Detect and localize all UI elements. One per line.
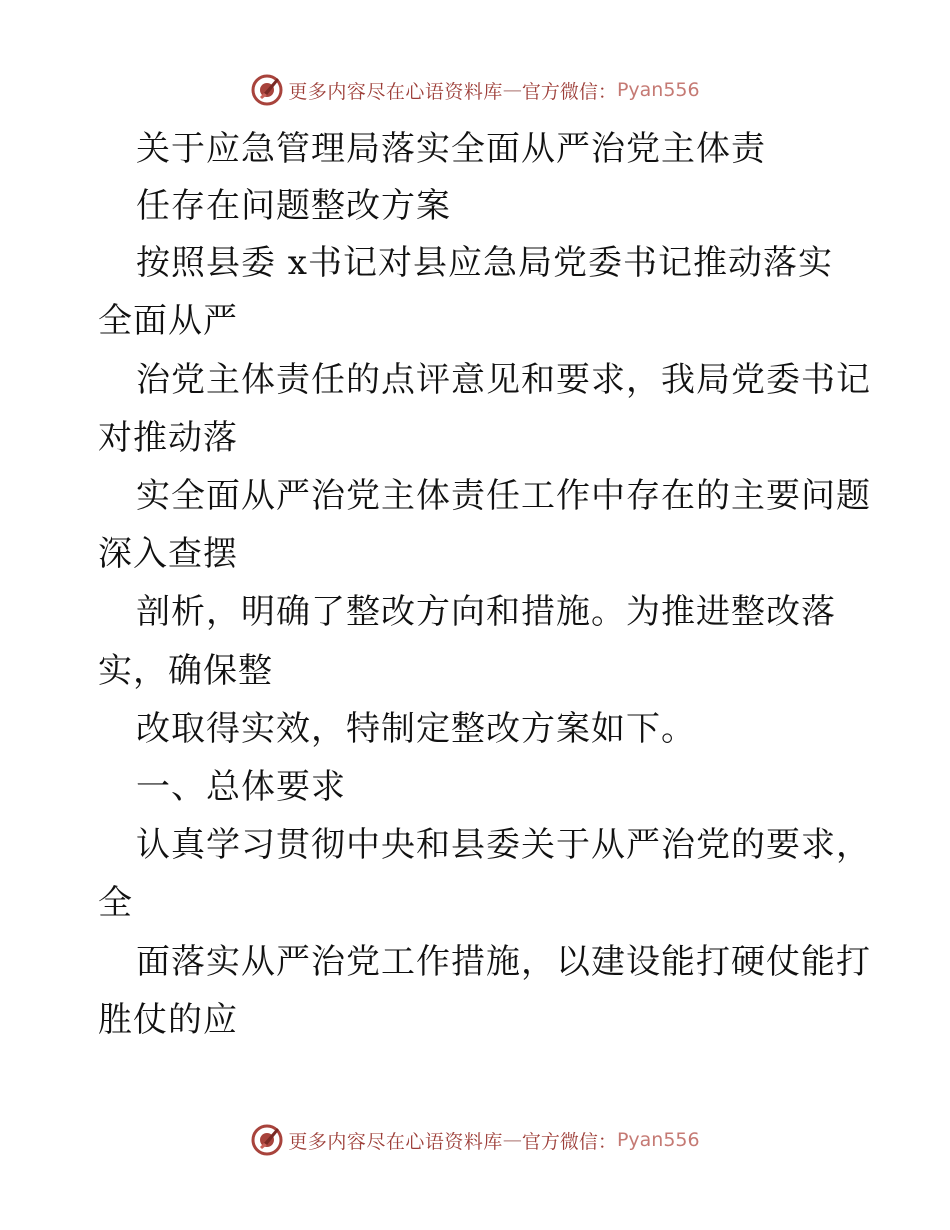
title-line-2: 任存在问题整改方案 bbox=[136, 186, 451, 226]
paragraph-line: 剖析，明确了整改方向和措施。为推进整改落 bbox=[136, 592, 836, 632]
paragraph-line: 全 bbox=[98, 883, 133, 923]
watermark-text: 更多内容尽在心语资料库 bbox=[288, 80, 503, 103]
watermark-separator: — bbox=[502, 79, 522, 101]
paragraph-line: 按照县委 x书记对县应急局党委书记推动落实 bbox=[136, 243, 833, 283]
watermark-logo-icon bbox=[250, 1123, 284, 1157]
paragraph-line: 全面从严 bbox=[98, 301, 238, 341]
paragraph-line: 对推动落 bbox=[98, 418, 238, 458]
watermark-wechat-label: 官方微信： bbox=[521, 1130, 617, 1153]
watermark-wechat-label: 官方微信： bbox=[521, 80, 617, 103]
watermark-banner-bottom bbox=[0, 1120, 950, 1160]
paragraph-line: 治党主体责任的点评意见和要求，我局党委书记 bbox=[136, 360, 871, 400]
watermark-banner-top bbox=[0, 70, 950, 110]
paragraph-line: 深入查摆 bbox=[98, 534, 238, 574]
paragraph-line: 改取得实效，特制定整改方案如下。 bbox=[136, 709, 696, 749]
watermark-wechat-id: Pyan556 bbox=[616, 79, 700, 101]
paragraph-line: 实，确保整 bbox=[98, 651, 273, 691]
watermark-wechat-id: Pyan556 bbox=[616, 1129, 700, 1151]
paragraph-line: 实全面从严治党主体责任工作中存在的主要问题 bbox=[136, 476, 871, 516]
title-line-1: 关于应急管理局落实全面从严治党主体责 bbox=[136, 129, 766, 169]
section-heading: 一、总体要求 bbox=[136, 767, 346, 807]
watermark-separator: — bbox=[502, 1129, 522, 1151]
watermark-logo-icon bbox=[250, 73, 284, 107]
paragraph-line: 认真学习贯彻中央和县委关于从严治党的要求， bbox=[136, 825, 871, 865]
watermark-text: 更多内容尽在心语资料库 bbox=[288, 1130, 503, 1153]
paragraph-line: 胜仗的应 bbox=[98, 1000, 238, 1040]
paragraph-line: 面落实从严治党工作措施，以建设能打硬仗能打 bbox=[136, 942, 871, 982]
